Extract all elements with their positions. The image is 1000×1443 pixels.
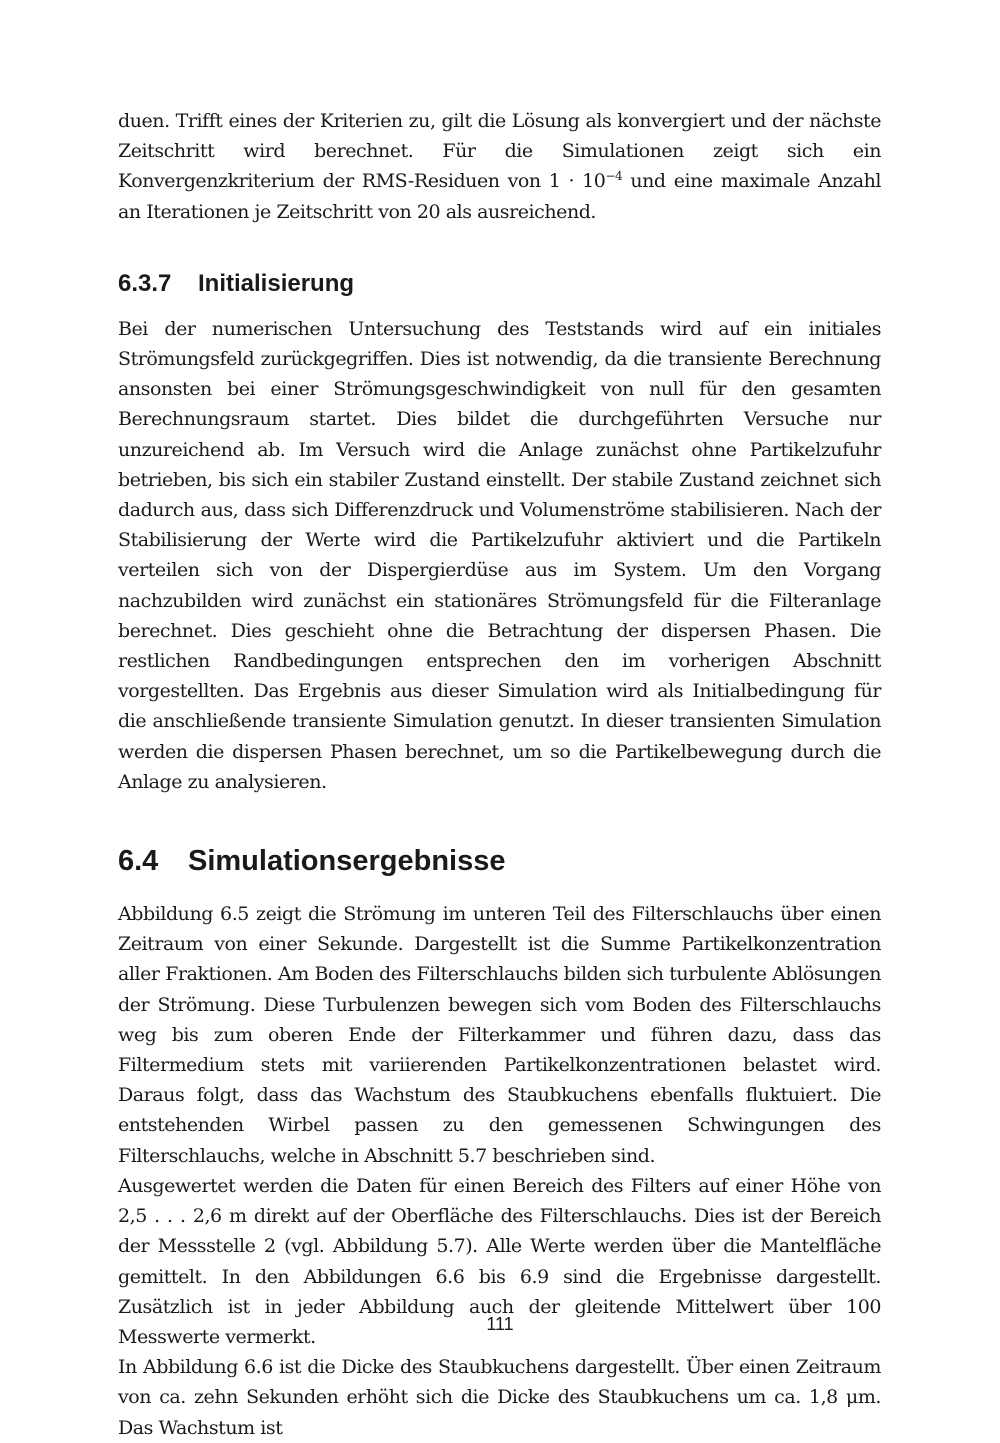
results-paragraph-3: In Abbildung 6.6 ist die Dicke des Staubkuchens dargestellt. Über einen Zeitraum von ca. zehn Sekunden erhöht sich die Dicke des Staubkuchens um ca. 1,8 μm. Das Wachstum ist	[118, 1356, 881, 1439]
section-title: Initialisierung	[198, 269, 355, 297]
intro-text-after-exponent: und eine maximale Anzahl an Iterationen je Zeitschritt von 20 als ausreichend.	[118, 170, 881, 223]
section-number: 6.3.7	[118, 269, 172, 297]
intro-text-before-exponent: duen. Trifft eines der Kriterien zu, gilt die Lösung als konvergiert und der nächste Zeitschritt wird berechnet. Für die Simulationen zeigt sich ein Konvergenzkriterium der RMS-Residuen von 1 · 10	[118, 110, 881, 193]
section-heading-6-3-7	[118, 269, 881, 299]
intro-paragraph	[118, 106, 881, 227]
results-paragraph-1: Abbildung 6.5 zeigt die Strömung im unteren Teil des Filterschlauchs über einen Zeitraum von einer Sekunde. Dargestellt ist die Summe Partikelkonzentration aller Fraktionen. Am Boden des Filterschlauchs bilden sich turbulente Ablösungen der Strömung. Diese Turbulenzen bewegen sich vom Boden des Filterschlauchs weg bis zum oberen Ende der Filterkammer und führen dazu, dass das Filtermedium stets mit variierenden Partikelkonzentrationen belastet wird. Daraus folgt, dass das Wachstum des Staubkuchens ebenfalls fluktuiert. Die entstehenden Wirbel passen zu den gemessenen Schwingungen des Filterschlauchs, welche in Abschnitt 5.7 beschrieben sind.	[118, 903, 881, 1167]
section-number: 6.4	[118, 845, 159, 878]
section-title: Simulationsergebnisse	[188, 845, 506, 878]
page-body	[118, 106, 881, 1443]
page-number: 111	[486, 1314, 514, 1334]
initialisierung-paragraph: Bei der numerischen Untersuchung des Teststands wird auf ein initiales Strömungsfeld zurückgegriffen. Dies ist notwendig, da die transiente Berechnung ansonsten bei einer Strömungsgeschwindigkeit von null für den gesamten Berechnungsraum startet. Dies bildet die durchgeführten Versuche nur unzureichend ab. Im Versuch wird die Anlage zunächst ohne Partikelzufuhr betrieben, bis sich ein stabiler Zustand einstellt. Der stabile Zustand zeichnet sich dadurch aus, dass sich Differenzdruck und Volumenströme stabilisieren. Nach der Stabilisierung der Werte wird die Partikelzufuhr aktiviert und die Partikeln verteilen sich von der Dispergierdüse aus im System. Um den Vorgang nachzubilden wird zunächst ein stationäres Strömungsfeld für die Filteranlage berechnet. Dies geschieht ohne die Betrachtung der dispersen Phasen. Die restlichen Randbedingungen entsprechen den im vorherigen Abschnitt vorgestellten. Das Ergebnis aus dieser Simulation wird als Initialbedingung für die anschließende transiente Simulation genutzt. In dieser transienten Simulation werden die dispersen Phasen berechnet, um so die Partikelbewegung durch die Anlage zu analysieren.	[118, 317, 881, 793]
section-heading-6-4	[118, 843, 881, 879]
results-paragraph-2: Ausgewertet werden die Daten für einen Bereich des Filters auf einer Höhe von 2,5 . . . 2,6 m direkt auf der Oberfläche des Filterschlauchs. Dies ist der Bereich der Messstelle 2 (vgl. Abbildung 5.7). Alle Werte werden über die Mantelfläche gemittelt. In den Abbildungen 6.6 bis 6.9 sind die Ergebnisse dargestellt. Zusätzlich ist in jeder Abbildung auch der gleitende Mittelwert über 100 Messwerte vermerkt.	[118, 1174, 881, 1348]
exponent: −4	[605, 169, 623, 184]
